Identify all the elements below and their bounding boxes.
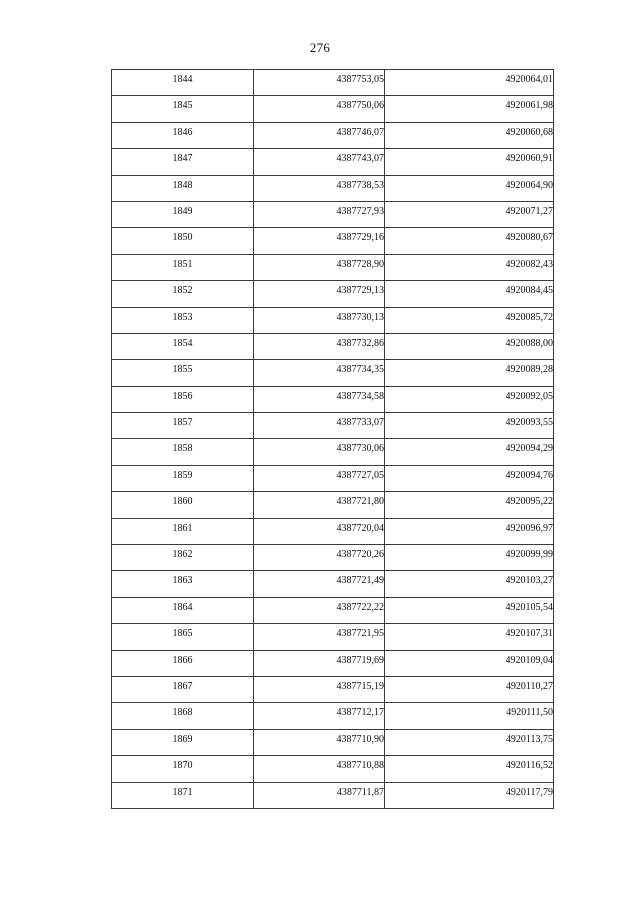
- point-number-cell: 1857: [112, 413, 254, 439]
- y-coordinate-cell: 4920117,79: [385, 782, 554, 808]
- table-row: [112, 545, 554, 571]
- y-coordinate-cell: 4920111,50: [385, 703, 554, 729]
- y-coordinate-cell: 4920093,55: [385, 413, 554, 439]
- point-number-cell: 1864: [112, 597, 254, 623]
- y-coordinate-cell: 4920089,28: [385, 360, 554, 386]
- table-row: [112, 439, 554, 465]
- x-coordinate-cell: 4387721,49: [254, 571, 385, 597]
- page-number: 276: [309, 40, 331, 55]
- table-row: [112, 122, 554, 148]
- x-coordinate-cell: 4387721,80: [254, 492, 385, 518]
- x-coordinate-cell: 4387722,22: [254, 597, 385, 623]
- point-number-cell: 1854: [112, 333, 254, 359]
- point-number-cell: 1851: [112, 254, 254, 280]
- x-coordinate-cell: 4387743,07: [254, 149, 385, 175]
- x-coordinate-cell: 4387729,13: [254, 281, 385, 307]
- point-number-cell: 1860: [112, 492, 254, 518]
- point-number-cell: 1863: [112, 571, 254, 597]
- point-number-cell: 1868: [112, 703, 254, 729]
- x-coordinate-cell: 4387728,90: [254, 254, 385, 280]
- y-coordinate-cell: 4920094,29: [385, 439, 554, 465]
- table-row: [112, 360, 554, 386]
- x-coordinate-cell: 4387711,87: [254, 782, 385, 808]
- coordinates-table: [111, 69, 554, 809]
- point-number-cell: 1845: [112, 96, 254, 122]
- table-row: [112, 149, 554, 175]
- point-number-cell: 1846: [112, 122, 254, 148]
- x-coordinate-cell: 4387720,04: [254, 518, 385, 544]
- table-row: [112, 650, 554, 676]
- y-coordinate-cell: 4920061,98: [385, 96, 554, 122]
- x-coordinate-cell: 4387720,26: [254, 545, 385, 571]
- table-row: [112, 676, 554, 702]
- table-row: [112, 307, 554, 333]
- y-coordinate-cell: 4920064,90: [385, 175, 554, 201]
- y-coordinate-cell: 4920071,27: [385, 201, 554, 227]
- x-coordinate-cell: 4387730,13: [254, 307, 385, 333]
- table-row: [112, 782, 554, 808]
- y-coordinate-cell: 4920113,75: [385, 729, 554, 755]
- point-number-cell: 1852: [112, 281, 254, 307]
- point-number-cell: 1856: [112, 386, 254, 412]
- table-row: [112, 729, 554, 755]
- point-number-cell: 1847: [112, 149, 254, 175]
- point-number-cell: 1848: [112, 175, 254, 201]
- y-coordinate-cell: 4920109,04: [385, 650, 554, 676]
- table-row: [112, 96, 554, 122]
- y-coordinate-cell: 4920107,31: [385, 624, 554, 650]
- table-row: [112, 413, 554, 439]
- y-coordinate-cell: 4920092,05: [385, 386, 554, 412]
- point-number-cell: 1859: [112, 465, 254, 491]
- x-coordinate-cell: 4387727,93: [254, 201, 385, 227]
- point-number-cell: 1867: [112, 676, 254, 702]
- table-row: [112, 492, 554, 518]
- x-coordinate-cell: 4387738,53: [254, 175, 385, 201]
- x-coordinate-cell: 4387733,07: [254, 413, 385, 439]
- point-number-cell: 1844: [112, 70, 254, 96]
- x-coordinate-cell: 4387721,95: [254, 624, 385, 650]
- point-number-cell: 1870: [112, 756, 254, 782]
- table-row: [112, 70, 554, 96]
- table-row: [112, 624, 554, 650]
- y-coordinate-cell: 4920088,00: [385, 333, 554, 359]
- point-number-cell: 1849: [112, 201, 254, 227]
- y-coordinate-cell: 4920085,72: [385, 307, 554, 333]
- table-row: [112, 465, 554, 491]
- x-coordinate-cell: 4387710,90: [254, 729, 385, 755]
- x-coordinate-cell: 4387746,07: [254, 122, 385, 148]
- x-coordinate-cell: 4387750,06: [254, 96, 385, 122]
- table-row: [112, 571, 554, 597]
- y-coordinate-cell: 4920116,52: [385, 756, 554, 782]
- table-row: [112, 228, 554, 254]
- point-number-cell: 1862: [112, 545, 254, 571]
- x-coordinate-cell: 4387715,19: [254, 676, 385, 702]
- x-coordinate-cell: 4387727,05: [254, 465, 385, 491]
- table-row: [112, 703, 554, 729]
- y-coordinate-cell: 4920084,45: [385, 281, 554, 307]
- x-coordinate-cell: 4387710,88: [254, 756, 385, 782]
- y-coordinate-cell: 4920110,27: [385, 676, 554, 702]
- table-row: [112, 597, 554, 623]
- y-coordinate-cell: 4920103,27: [385, 571, 554, 597]
- y-coordinate-cell: 4920080,67: [385, 228, 554, 254]
- table-row: [112, 254, 554, 280]
- y-coordinate-cell: 4920060,68: [385, 122, 554, 148]
- point-number-cell: 1850: [112, 228, 254, 254]
- point-number-cell: 1861: [112, 518, 254, 544]
- y-coordinate-cell: 4920082,43: [385, 254, 554, 280]
- point-number-cell: 1871: [112, 782, 254, 808]
- x-coordinate-cell: 4387753,05: [254, 70, 385, 96]
- y-coordinate-cell: 4920096,97: [385, 518, 554, 544]
- x-coordinate-cell: 4387732,86: [254, 333, 385, 359]
- point-number-cell: 1866: [112, 650, 254, 676]
- y-coordinate-cell: 4920094,76: [385, 465, 554, 491]
- x-coordinate-cell: 4387734,35: [254, 360, 385, 386]
- y-coordinate-cell: 4920095,22: [385, 492, 554, 518]
- table-row: [112, 281, 554, 307]
- table-row: [112, 333, 554, 359]
- y-coordinate-cell: 4920064,01: [385, 70, 554, 96]
- table-row: [112, 518, 554, 544]
- point-number-cell: 1869: [112, 729, 254, 755]
- point-number-cell: 1865: [112, 624, 254, 650]
- y-coordinate-cell: 4920060,91: [385, 149, 554, 175]
- point-number-cell: 1853: [112, 307, 254, 333]
- x-coordinate-cell: 4387712,17: [254, 703, 385, 729]
- x-coordinate-cell: 4387734,58: [254, 386, 385, 412]
- table-row: [112, 175, 554, 201]
- point-number-cell: 1855: [112, 360, 254, 386]
- x-coordinate-cell: 4387729,16: [254, 228, 385, 254]
- point-number-cell: 1858: [112, 439, 254, 465]
- y-coordinate-cell: 4920105,54: [385, 597, 554, 623]
- table-row: [112, 386, 554, 412]
- x-coordinate-cell: 4387730,06: [254, 439, 385, 465]
- x-coordinate-cell: 4387719,69: [254, 650, 385, 676]
- table-row: [112, 201, 554, 227]
- y-coordinate-cell: 4920099,99: [385, 545, 554, 571]
- table-row: [112, 756, 554, 782]
